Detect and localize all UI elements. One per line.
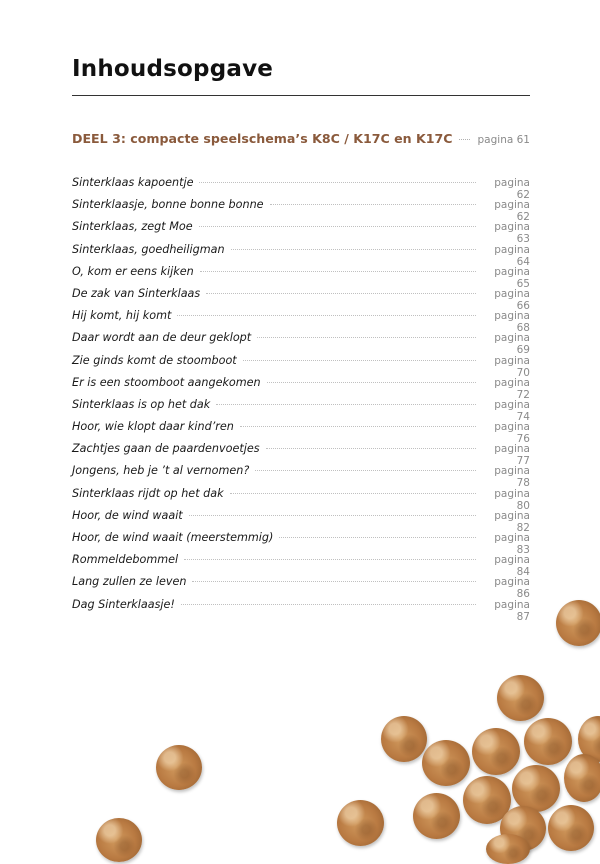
dot-leader [243,360,476,361]
pepernoot-cookie-icon [486,834,530,864]
toc-entry-page: pagina 72 [494,376,530,401]
dot-leader [267,382,476,383]
toc-entry-page: pagina 76 [494,421,530,446]
toc-entry-page: pagina 87 [494,598,530,623]
toc-entry-page: pagina 63 [494,221,530,246]
toc-entry-title: Jongens, heb je ’t al vernomen? [72,464,250,478]
section-label: DEEL 3: compacte speelschema’s K8C / K17C en K17C [72,131,453,146]
toc-entry-title: Sinterklaas, goedheiligman [72,242,225,256]
toc-entry-title: Sinterklaasje, bonne bonne bonne [72,198,264,212]
toc-entry[interactable] [72,220,530,246]
pepernoot-cookie-icon [422,740,470,786]
pepernoot-cookie-icon [472,728,520,775]
toc-entry-title: Daar wordt aan de deur geklopt [72,331,252,345]
toc-entry[interactable] [72,508,530,534]
toc-entry-title: Hoor, de wind waait (meerstemmig) [72,531,274,544]
pepernoot-cookie-icon [497,675,544,721]
toc-entry-title: Sinterklaas, zegt Moe [72,220,193,234]
dot-leader [181,604,476,605]
pepernoot-cookie-icon [564,754,600,802]
dot-leader [230,493,476,494]
dot-leader [231,249,476,250]
dot-leader [189,515,476,516]
toc-entry[interactable] [72,420,530,446]
dot-leader [270,204,476,205]
section-heading[interactable] [72,131,530,146]
toc-entry-page: pagina 66 [494,287,530,312]
toc-entry[interactable] [72,553,530,579]
pepernoot-cookie-icon [512,765,560,812]
toc-entry[interactable] [72,242,530,268]
toc-entry-page: pagina 80 [494,487,530,512]
toc-entry-page: pagina 62 [494,177,530,201]
toc-entry[interactable] [72,198,530,224]
dot-leader [216,404,476,405]
dot-leader [206,293,476,294]
pepernoot-cookie-icon [156,745,202,790]
toc-entry[interactable] [72,397,530,423]
toc-entry[interactable] [72,575,530,601]
dot-leader [192,581,476,582]
dot-leader [199,182,476,183]
toc-entry[interactable] [72,176,530,201]
toc-entry[interactable] [72,264,530,290]
pepernoot-cookie-icon [337,800,384,846]
toc-entry-title: Sinterklaas rijdt op het dak [72,486,224,500]
dot-leader [177,315,476,316]
toc-entry-title: Er is een stoomboot aangekomen [72,375,261,389]
dot-leader [240,426,476,427]
toc-entry-page: pagina 83 [494,532,530,556]
toc-entry[interactable] [72,486,530,512]
toc-entry-title: Rommeldebommel [72,553,179,567]
toc-entry-title: Dag Sinterklaasje! [72,597,175,611]
toc-entry-page: pagina 84 [494,554,530,579]
toc-entry[interactable] [72,597,530,623]
dot-leader [257,337,476,338]
toc-entry[interactable] [72,442,530,468]
toc-entry[interactable] [72,353,530,379]
toc-entry-page: pagina 68 [494,310,530,335]
dot-leader [266,448,476,449]
toc-entry[interactable] [72,464,530,490]
pepernoot-cookie-icon [96,818,142,862]
toc-entry-page: pagina 69 [494,332,530,357]
dot-leader [200,271,476,272]
toc-entry-title: Sinterklaas is op het dak [72,397,211,411]
toc-entry-page: pagina 74 [494,398,530,423]
toc-entry-title: Hoor, wie klopt daar kind’ren [72,420,234,434]
pepernoot-cookie-icon [556,600,600,646]
toc-entry[interactable] [72,375,530,401]
pepernoot-cookie-icon [524,718,572,765]
toc-entry-page: pagina 62 [494,199,530,224]
dot-leader [459,139,470,140]
toc-entry-title: Zie ginds komt de stoomboot [72,353,237,367]
toc-entry-title: Sinterklaas kapoentje [72,176,194,189]
dot-leader [255,470,476,471]
dot-leader [199,226,476,227]
toc-entry-title: O, kom er eens kijken [72,264,194,278]
section-page: pagina 61 [477,134,530,146]
toc-entry-title: De zak van Sinterklaas [72,286,201,300]
toc-entry-title: Hoor, de wind waait [72,508,183,522]
toc-entry[interactable] [72,286,530,312]
dot-leader [184,559,476,560]
page-title: Inhoudsopgave [72,56,274,82]
toc-list [72,176,530,623]
toc-entry-page: pagina 70 [494,354,530,379]
pepernoot-cookie-icon [381,716,427,762]
pepernoot-cookie-icon [548,805,594,851]
toc-entry-page: pagina 65 [494,265,530,290]
toc-entry-page: pagina 78 [494,465,530,490]
dot-leader [279,537,476,538]
toc-entry-page: pagina 77 [494,443,530,468]
title-divider [72,95,530,96]
toc-entry-title: Hij komt, hij komt [72,309,172,323]
toc-entry-page: pagina 86 [494,576,530,601]
toc-entry[interactable] [72,531,530,556]
toc-entry-title: Lang zullen ze leven [72,575,187,589]
pepernoot-cookie-icon [413,793,460,839]
toc-entry-page: pagina 82 [494,509,530,534]
toc-entry[interactable] [72,331,530,357]
toc-entry-page: pagina 64 [494,243,530,268]
toc-entry[interactable] [72,309,530,335]
toc-entry-title: Zachtjes gaan de paardenvoetjes [72,442,260,456]
